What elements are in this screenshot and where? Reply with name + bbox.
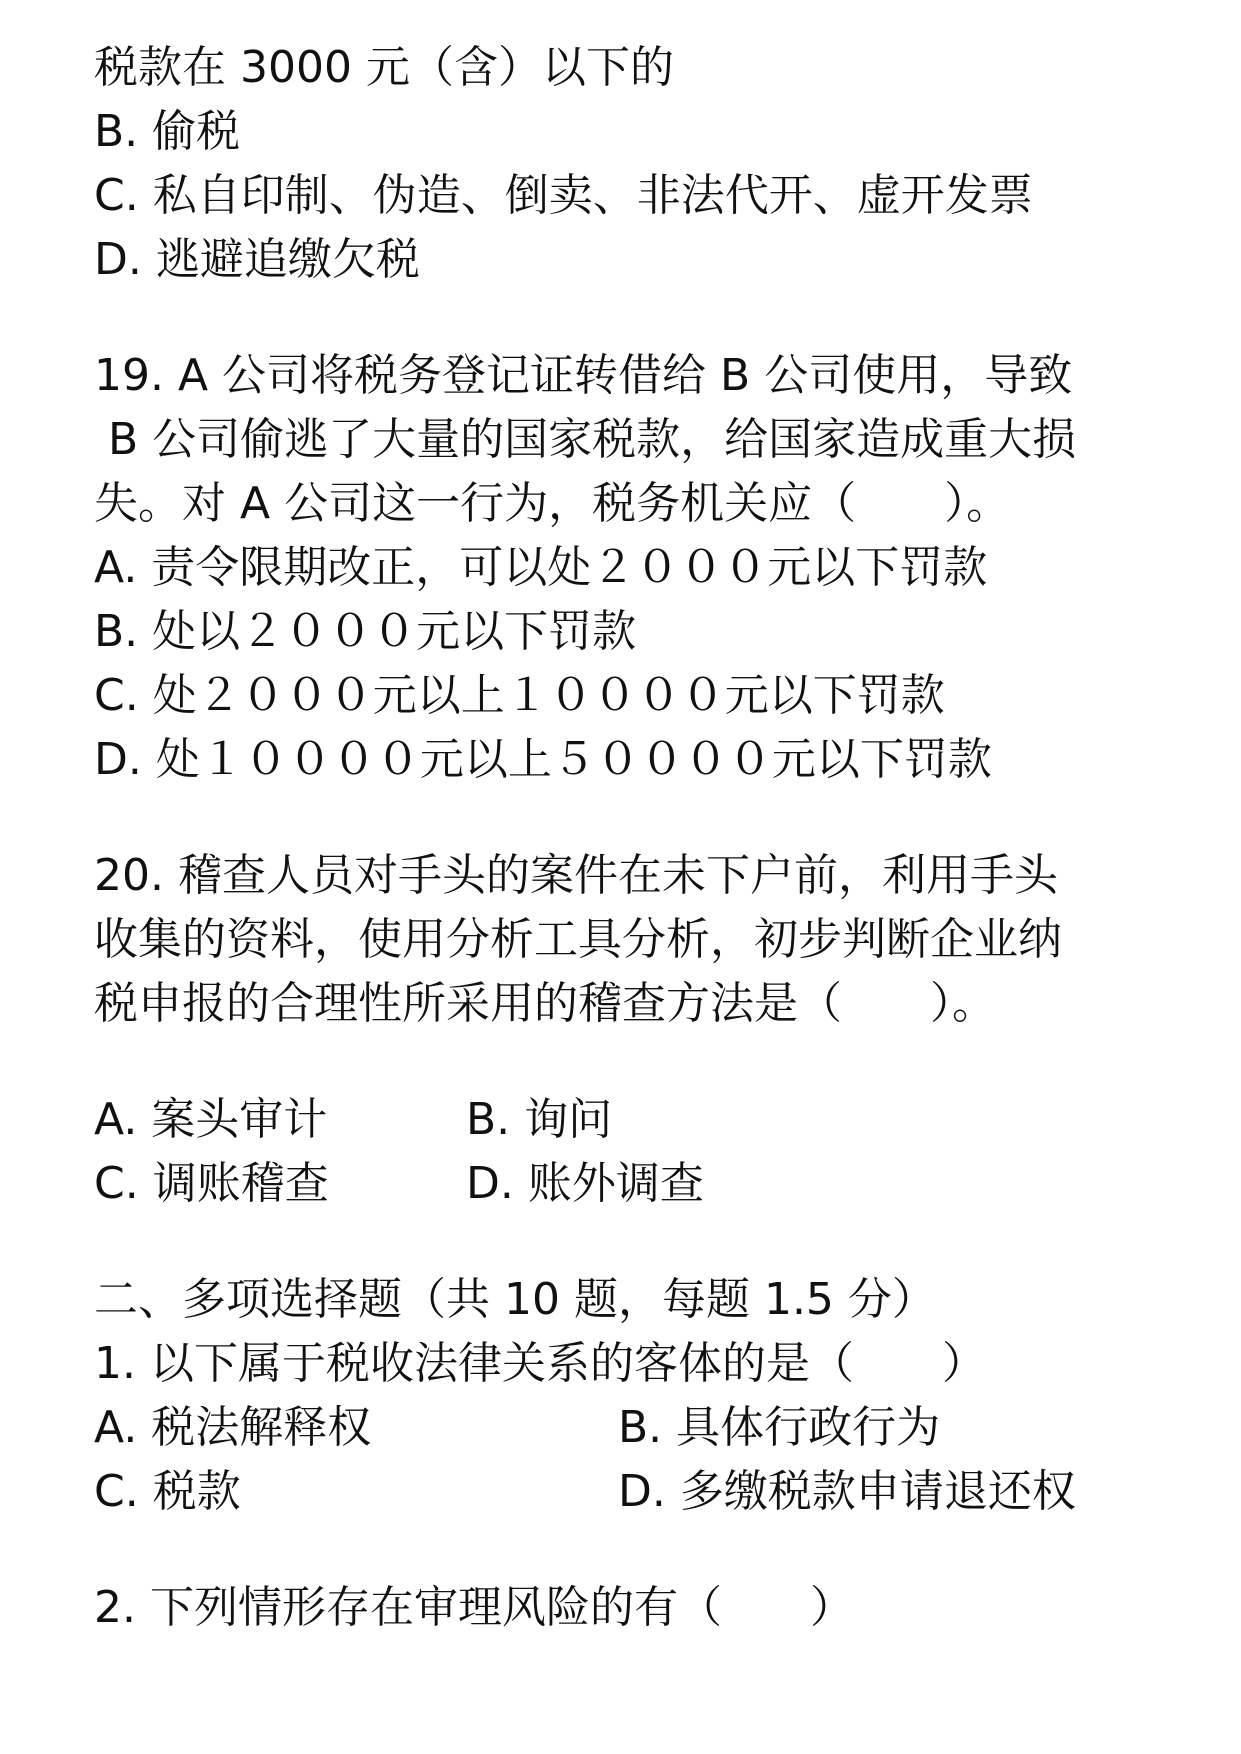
options-row — [94, 1396, 1214, 1460]
option-d: D. 多缴税款申请退还权 — [618, 1466, 1076, 1517]
option-b: B. 处以２０００元以下罚款 — [94, 606, 637, 657]
option-a: A. 税法解释权 — [94, 1402, 372, 1453]
question-19 — [94, 344, 1214, 792]
option-b: B. 偷税 — [94, 106, 241, 157]
options-row — [94, 1152, 1214, 1216]
option-b: B. 具体行政行为 — [618, 1402, 941, 1453]
section-title: 二、多项选择题（共 10 题，每题 1.5 分） — [94, 1274, 936, 1325]
option-c: C. 调账稽查 — [94, 1158, 329, 1209]
question-continuation — [94, 36, 1214, 292]
question-text-line: 税款在 3000 元（含）以下的 — [94, 42, 674, 93]
option-d: D. 处１００００元以上５００００元以下罚款 — [94, 734, 992, 785]
question-stem-line: 1. 以下属于税收法律关系的客体的是（ ） — [94, 1338, 986, 1389]
option-d: D. 账外调查 — [466, 1158, 704, 1209]
question-stem-line: 2. 下列情形存在审理风险的有（ ） — [94, 1582, 854, 1633]
option-c: C. 私自印制、伪造、倒卖、非法代开、虚开发票 — [94, 170, 1033, 221]
option-b: B. 询问 — [466, 1094, 613, 1145]
question-stem-line: 19. A 公司将税务登记证转借给 B 公司使用，导致 — [94, 350, 1073, 401]
option-a: A. 案头审计 — [94, 1094, 328, 1145]
question-stem-line: B 公司偷逃了大量的国家税款，给国家造成重大损 — [94, 414, 1077, 465]
exam-page — [94, 36, 1214, 1640]
question-stem-line: 收集的资料，使用分析工具分析，初步判断企业纳 — [94, 914, 1062, 965]
question-stem-line: 失。对 A 公司这一行为，税务机关应（ ）。 — [94, 478, 1011, 529]
options-row — [94, 1088, 1214, 1152]
question-stem-line: 税申报的合理性所采用的稽查方法是（ ）。 — [94, 978, 996, 1029]
section-multiple-choice — [94, 1268, 1214, 1640]
option-a: A. 责令限期改正，可以处２０００元以下罚款 — [94, 542, 988, 593]
option-d: D. 逃避追缴欠税 — [94, 234, 420, 285]
options-row — [94, 1460, 1214, 1524]
question-20 — [94, 844, 1214, 1216]
option-c: C. 处２０００元以上１００００元以下罚款 — [94, 670, 945, 721]
option-c: C. 税款 — [94, 1466, 241, 1517]
question-stem-line: 20. 稽查人员对手头的案件在未下户前，利用手头 — [94, 850, 1058, 901]
